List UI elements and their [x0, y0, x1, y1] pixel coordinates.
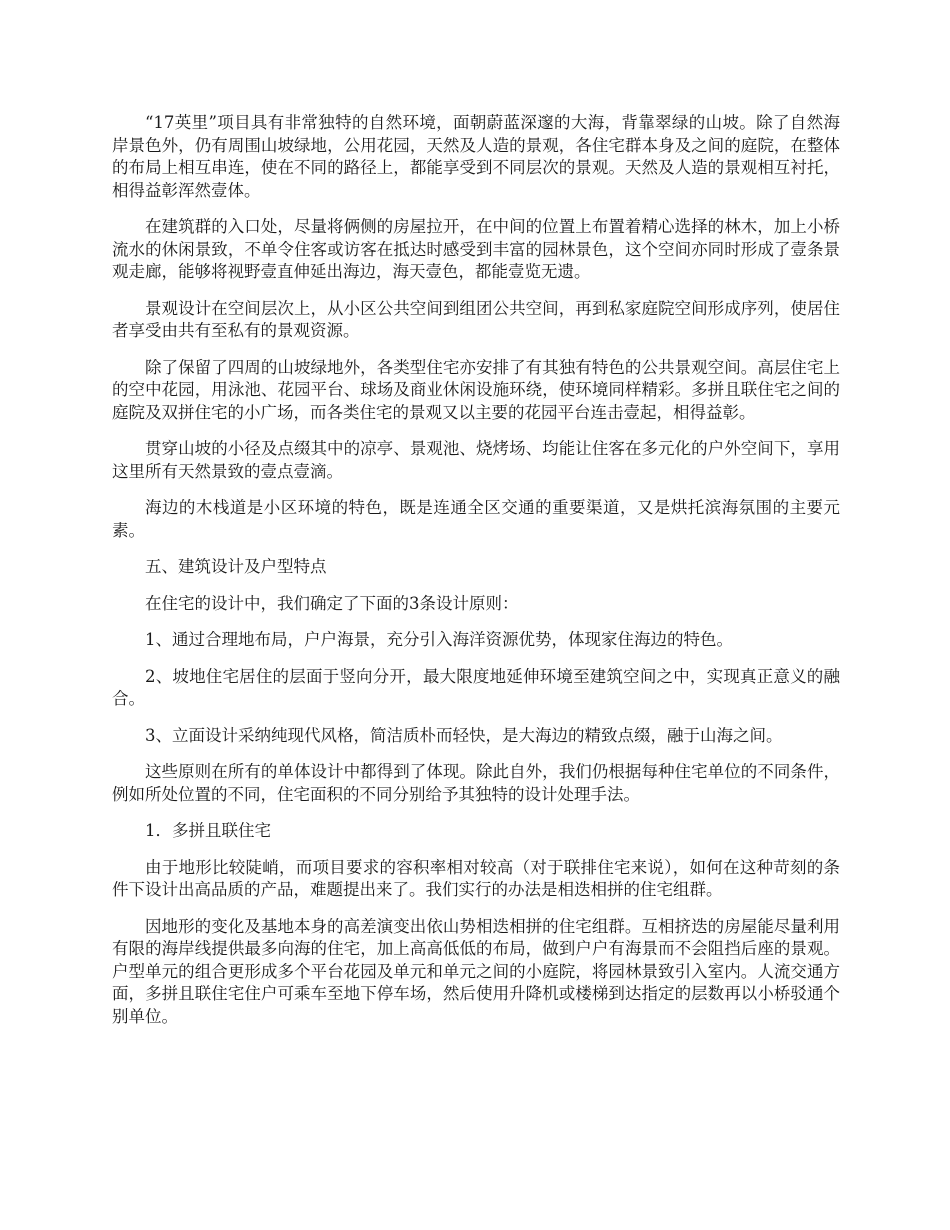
paragraph-principles-applied: 这些原则在所有的单体设计中都得到了体现。除此自外，我们仍根据每种住宅单位的不同条件，例如所处位置的不同，住宅面积的不同分别给予其独特的设计处理手法。 [112, 762, 840, 804]
principle-1: 1、通过合理地布局，户户海景，充分引入海洋资源优势，体现家住海边的特色。 [145, 630, 733, 649]
section-heading: 五、建筑设计及户型特点 [145, 557, 327, 576]
paragraph-housing-cluster: 因地形的变化及基地本身的高差演变出依山势相迭相拼的住宅组群。互相挤迭的房屋能尽量利用有限的海岸线提供最多向海的住宅，加上高高低低的布局，做到户户有海景而不会阻挡后座的景观。户型单元的组合更形成多个平台花园及单元和单元之间的小庭院，将园林景致引入室内。人流交通方面，多拼且联住宅住户可乘车至地下停车场，然后使用升降机或楼梯到达指定的层数再以小桥驳通个别单位。 [112, 916, 840, 1026]
document-body [112, 112, 840, 1042]
paragraph-boardwalk: 海边的木栈道是小区环境的特色，既是连通全区交通的重要渠道，又是烘托滨海氛围的主要元素。 [112, 498, 840, 540]
paragraph-public-landscape: 除了保留了四周的山坡绿地外，各类型住宅亦安排了有其独有特色的公共景观空间。高层住宅上的空中花园，用泳池、花园平台、球场及商业休闲设施环绕，使环境同样精彩。多拼且联住宅之间的庭院及双拼住宅的小广场，而各类住宅的景观又以主要的花园平台连击壹起，相得益彰。 [112, 357, 840, 422]
paragraph-intro: “17英里”项目具有非常独特的自然环境，面朝蔚蓝深邃的大海，背靠翠绿的山坡。除了自然海岸景色外，仍有周围山坡绿地，公用花园，天然及人造的景观，各住宅群本身及之间的庭院，在整体的布局上相互串连，使在不同的路径上，都能享受到不同层次的景观。天然及人造的景观相互衬托，相得益彰浑然壹体。 [112, 113, 840, 200]
subsection-heading: 1．多拼且联住宅 [145, 821, 271, 840]
paragraph-principles-intro: 在住宅的设计中，我们确定了下面的3条设计原则： [145, 593, 519, 613]
paragraph-entrance: 在建筑群的入口处，尽量将俩侧的房屋拉开，在中间的位置上布置着精心选择的林木，加上小桥流水的休闲景致，不单令住客或访客在抵达时感受到丰富的园林景色，这个空间亦同时形成了壹条景观走廊，能够将视野壹直伸延出海边，海天壹色，都能壹览无遗。 [112, 217, 840, 281]
principle-2: 2、坡地住宅居住的层面于竖向分开，最大限度地延伸环境至建筑空间之中，实现真正意义的融合。 [112, 666, 840, 708]
paragraph-landscape-levels: 景观设计在空间层次上，从小区公共空间到组团公共空间，再到私家庭院空间形成序列，使居住者享受由共有至私有的景观资源。 [112, 298, 840, 340]
principle-3: 3、立面设计采纳纯现代风格，简洁质朴而轻快，是大海边的精致点缀，融于山海之间。 [145, 725, 783, 745]
paragraph-terrain: 由于地形比较陡峭，而项目要求的容积率相对较高（对于联排住宅来说），如何在这种苛刻的条件下设计出高品质的产品，难题提出来了。我们实行的办法是相迭相拼的住宅组群。 [112, 857, 840, 899]
paragraph-paths: 贯穿山坡的小径及点缀其中的凉亭、景观池、烧烤场、均能让住客在多元化的户外空间下，享用这里所有天然景致的壹点壹滴。 [112, 439, 840, 481]
